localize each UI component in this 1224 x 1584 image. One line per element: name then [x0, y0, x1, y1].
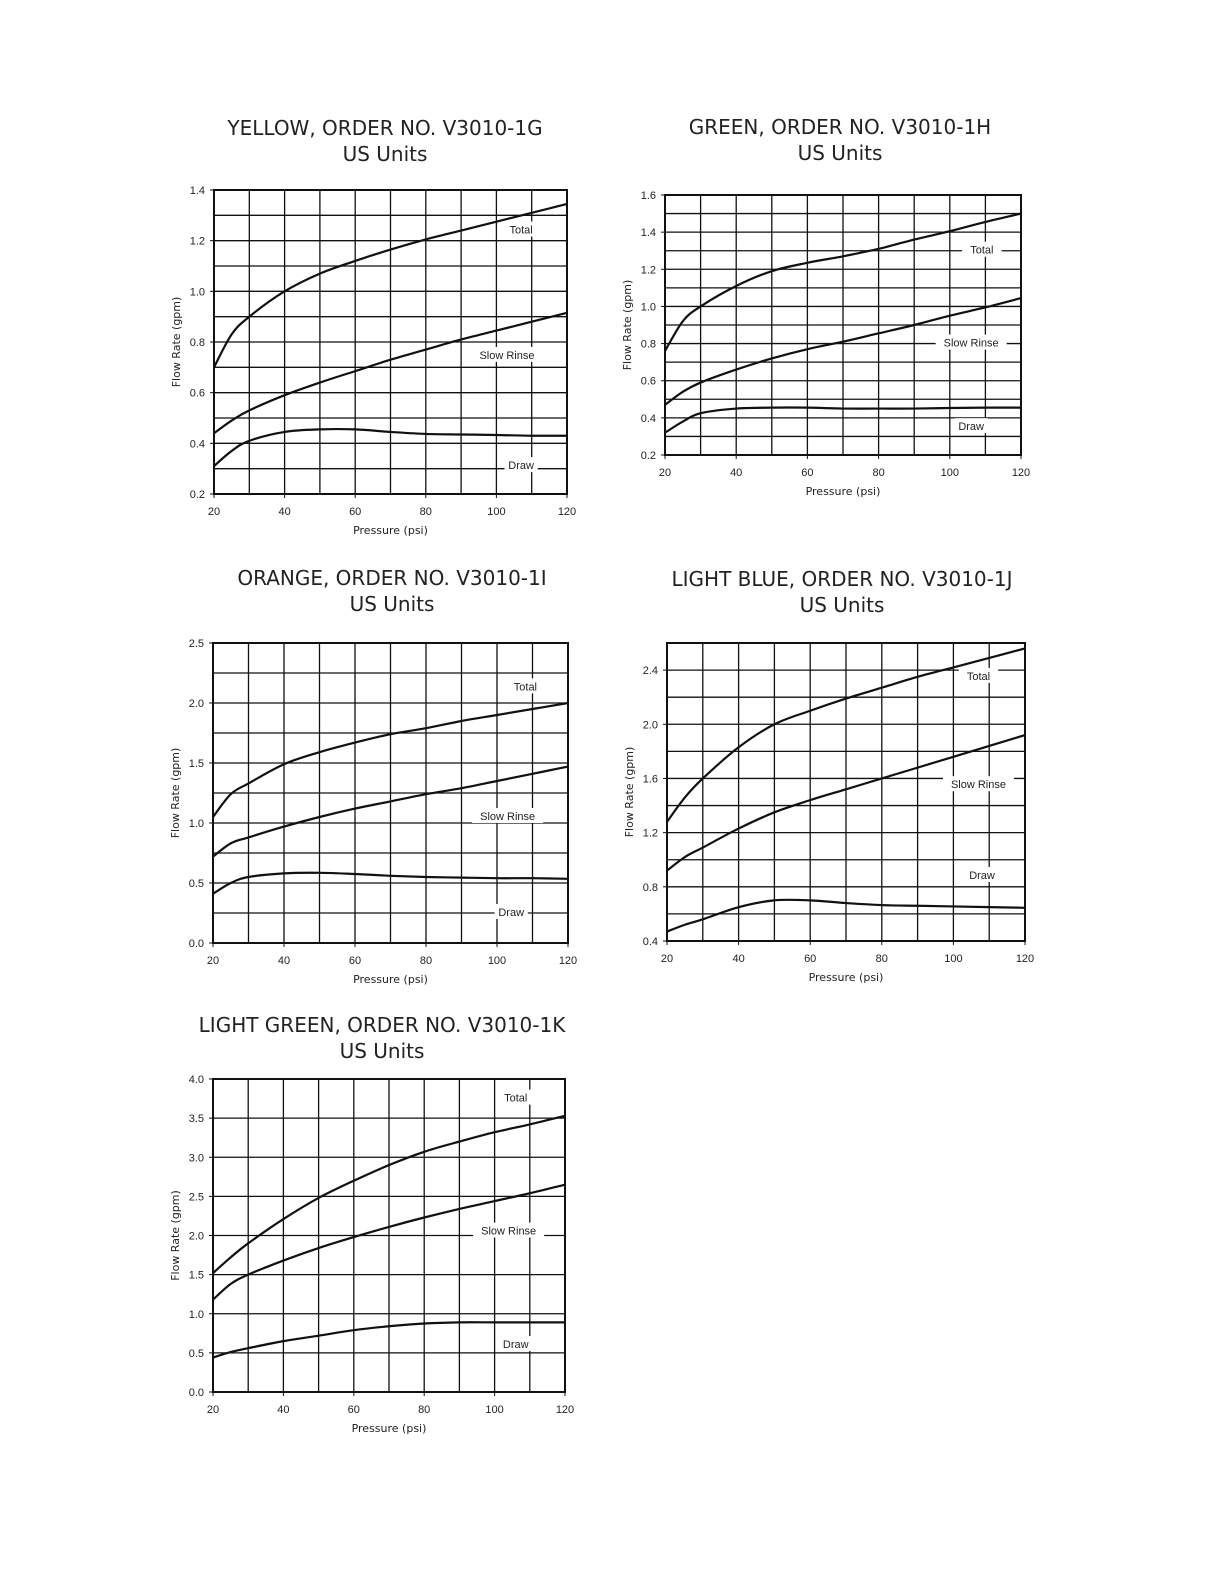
- chart-3: [623, 643, 1034, 984]
- y-tick-label: 2.5: [188, 638, 204, 650]
- title: LIGHT BLUE, ORDER NO. V3010-1J: [671, 567, 1013, 591]
- y-tick-label: 0.8: [189, 337, 205, 349]
- x-tick-label: 120: [558, 955, 578, 967]
- subtitle: US Units: [797, 141, 883, 165]
- series-label: Total: [504, 1092, 528, 1105]
- series-label: Slow Rinse: [481, 1225, 537, 1238]
- y-tick-label: 0.0: [188, 1387, 204, 1399]
- x-tick-label: 60: [348, 955, 362, 967]
- x-tick-label: 20: [207, 506, 221, 518]
- y-axis-label: Flow Rate (gpm): [169, 747, 182, 839]
- y-tick-label: 0.2: [640, 450, 656, 462]
- y-tick-label: 1.2: [640, 264, 656, 277]
- chart-0: [170, 185, 576, 537]
- y-axis-label: Flow Rate (gpm): [170, 296, 183, 388]
- y-tick-label: 3.0: [188, 1152, 204, 1165]
- y-axis-label: Flow Rate (gpm): [621, 279, 634, 371]
- y-tick-label: 1.0: [189, 286, 205, 299]
- chart-2: [169, 638, 577, 986]
- x-tick-label: 120: [555, 1404, 575, 1416]
- x-tick-label: 120: [1015, 953, 1035, 965]
- subtitle: US Units: [342, 142, 428, 166]
- y-tick-label: 1.0: [188, 1308, 204, 1321]
- y-tick-label: 2.0: [188, 698, 204, 710]
- x-tick-label: 20: [658, 467, 672, 479]
- series-label: Total: [970, 244, 994, 257]
- x-tick-label: 120: [557, 506, 577, 518]
- y-tick-label: 2.0: [642, 719, 658, 732]
- subtitle: US Units: [349, 592, 435, 616]
- y-tick-label: 1.4: [189, 185, 205, 197]
- y-tick-label: 0.8: [640, 338, 656, 351]
- y-tick-label: 2.4: [642, 665, 658, 678]
- x-tick-label: 100: [940, 467, 959, 479]
- x-tick-label: 40: [278, 506, 291, 518]
- y-tick-label: 1.5: [188, 1269, 204, 1282]
- subtitle: US Units: [339, 1039, 425, 1063]
- subtitle: US Units: [799, 593, 885, 617]
- x-axis-label: Pressure (psi): [808, 971, 884, 984]
- y-tick-label: 0.6: [640, 375, 656, 388]
- x-tick-label: 60: [349, 506, 362, 518]
- x-tick-label: 60: [804, 953, 817, 965]
- chart-1: [621, 190, 1030, 498]
- x-tick-label: 100: [944, 953, 963, 965]
- y-tick-label: 1.5: [188, 758, 204, 770]
- y-tick-label: 1.2: [642, 827, 658, 840]
- series-label: Total: [509, 224, 533, 237]
- y-tick-label: 2.5: [188, 1191, 204, 1204]
- x-tick-label: 80: [875, 953, 888, 965]
- chart-4: [169, 1074, 574, 1435]
- y-tick-label: 1.0: [640, 301, 656, 314]
- y-tick-label: 0.6: [189, 387, 205, 400]
- series-label: Draw: [969, 869, 995, 882]
- y-tick-label: 0.4: [642, 936, 658, 948]
- y-tick-label: 3.5: [188, 1113, 204, 1126]
- y-axis-label: Flow Rate (gpm): [169, 1190, 182, 1281]
- x-tick-label: 100: [487, 955, 507, 967]
- series-label: Slow Rinse: [479, 349, 535, 362]
- title: ORANGE, ORDER NO. V3010-1I: [237, 566, 547, 590]
- series-label: Slow Rinse: [950, 779, 1006, 792]
- x-tick-label: 40: [732, 953, 745, 965]
- series-label: Draw: [508, 460, 534, 473]
- x-axis-label: Pressure (psi): [805, 485, 881, 498]
- x-axis-label: Pressure (psi): [351, 1422, 427, 1435]
- x-tick-label: 20: [206, 955, 220, 967]
- y-tick-label: 0.8: [642, 881, 658, 894]
- title: GREEN, ORDER NO. V3010-1H: [688, 115, 992, 139]
- y-tick-label: 0.0: [188, 938, 204, 950]
- x-axis-label: Pressure (psi): [353, 524, 428, 537]
- y-tick-label: 1.4: [640, 227, 656, 240]
- x-tick-label: 40: [277, 955, 291, 967]
- x-tick-label: 60: [801, 467, 814, 479]
- y-axis-label: Flow Rate (gpm): [623, 746, 636, 838]
- y-tick-label: 0.5: [188, 878, 204, 890]
- y-tick-label: 1.6: [642, 773, 658, 786]
- series-label: Draw: [958, 421, 984, 434]
- x-tick-label: 80: [872, 467, 885, 479]
- x-axis-label: Pressure (psi): [353, 973, 428, 986]
- y-tick-label: 0.4: [640, 412, 656, 425]
- y-tick-label: 0.4: [189, 438, 205, 451]
- x-tick-label: 20: [206, 1404, 220, 1416]
- x-tick-label: 80: [419, 955, 433, 967]
- x-tick-label: 80: [418, 1404, 431, 1416]
- series-label: Total: [513, 681, 538, 694]
- x-tick-label: 40: [277, 1404, 290, 1416]
- x-tick-label: 120: [1011, 467, 1031, 479]
- series-label: Slow Rinse: [943, 337, 999, 350]
- y-tick-label: 1.0: [188, 818, 204, 830]
- x-tick-label: 100: [485, 1404, 504, 1416]
- x-tick-label: 60: [347, 1404, 360, 1416]
- x-tick-label: 20: [660, 953, 674, 965]
- title: LIGHT GREEN, ORDER NO. V3010-1K: [198, 1013, 566, 1037]
- x-tick-label: 80: [419, 506, 432, 518]
- series-label: Slow Rinse: [480, 811, 536, 823]
- y-tick-label: 0.2: [189, 489, 205, 501]
- x-tick-label: 100: [487, 506, 506, 518]
- y-tick-label: 2.0: [188, 1230, 204, 1243]
- series-label: Total: [966, 670, 991, 683]
- y-tick-label: 1.6: [640, 190, 656, 202]
- title: YELLOW, ORDER NO. V3010-1G: [227, 116, 543, 140]
- y-tick-label: 0.5: [188, 1347, 204, 1360]
- series-label: Draw: [502, 1339, 529, 1352]
- y-tick-label: 4.0: [188, 1074, 204, 1086]
- y-tick-label: 1.2: [189, 235, 205, 248]
- series-label: Draw: [498, 907, 525, 919]
- x-tick-label: 40: [730, 467, 743, 479]
